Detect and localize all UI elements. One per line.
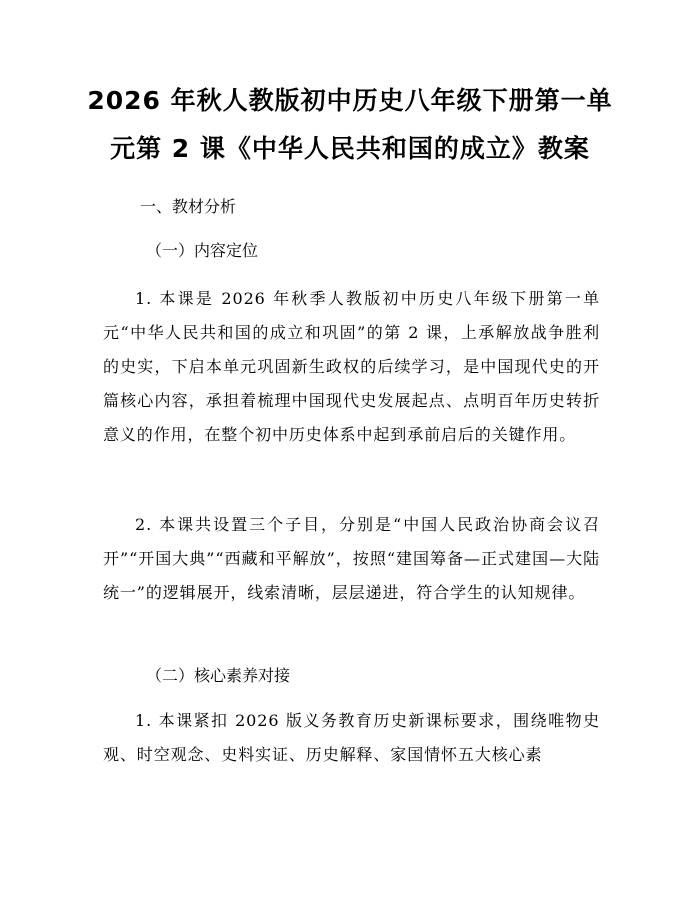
subsection-heading-core-literacy: （二）核心素养对接 — [146, 666, 291, 685]
document-title-line-1: 2026 年秋人教版初中历史八年级下册第一单 — [87, 86, 613, 115]
subsection-heading-content-positioning: （一）内容定位 — [146, 241, 259, 260]
section-heading-textbook-analysis: 一、教材分析 — [140, 197, 237, 216]
paragraph-3: 1. 本课紧扣 2026 版义务教育历史新课标要求，围绕唯物史观、时空观念、史料实证、历史解释、家国情怀五大核心素 — [103, 711, 600, 764]
document-title-line-2: 元第 2 课《中华人民共和国的成立》教案 — [110, 134, 590, 163]
paragraph-2: 2. 本课共设置三个子目，分别是“中国人民政治协商会议召开”“开国大典”“西藏和平解放”，按照“建国筹备—正式建国—大陆统一”的逻辑展开，线索清晰，层层递进，符合学生的认知规律。 — [103, 515, 600, 602]
paragraph-1: 1. 本课是 2026 年秋季人教版初中历史八年级下册第一单元“中华人民共和国的成立和巩固”的第 2 课，上承解放战争胜利的史实，下启本单元巩固新生政权的后续学习，是中国现代史的开篇核心内容，承担着梳理中国现代史发展起点、点明百年历史转折意义的作用，在整个初中历史体系中起到承前启后的关键作用。 — [103, 289, 600, 444]
